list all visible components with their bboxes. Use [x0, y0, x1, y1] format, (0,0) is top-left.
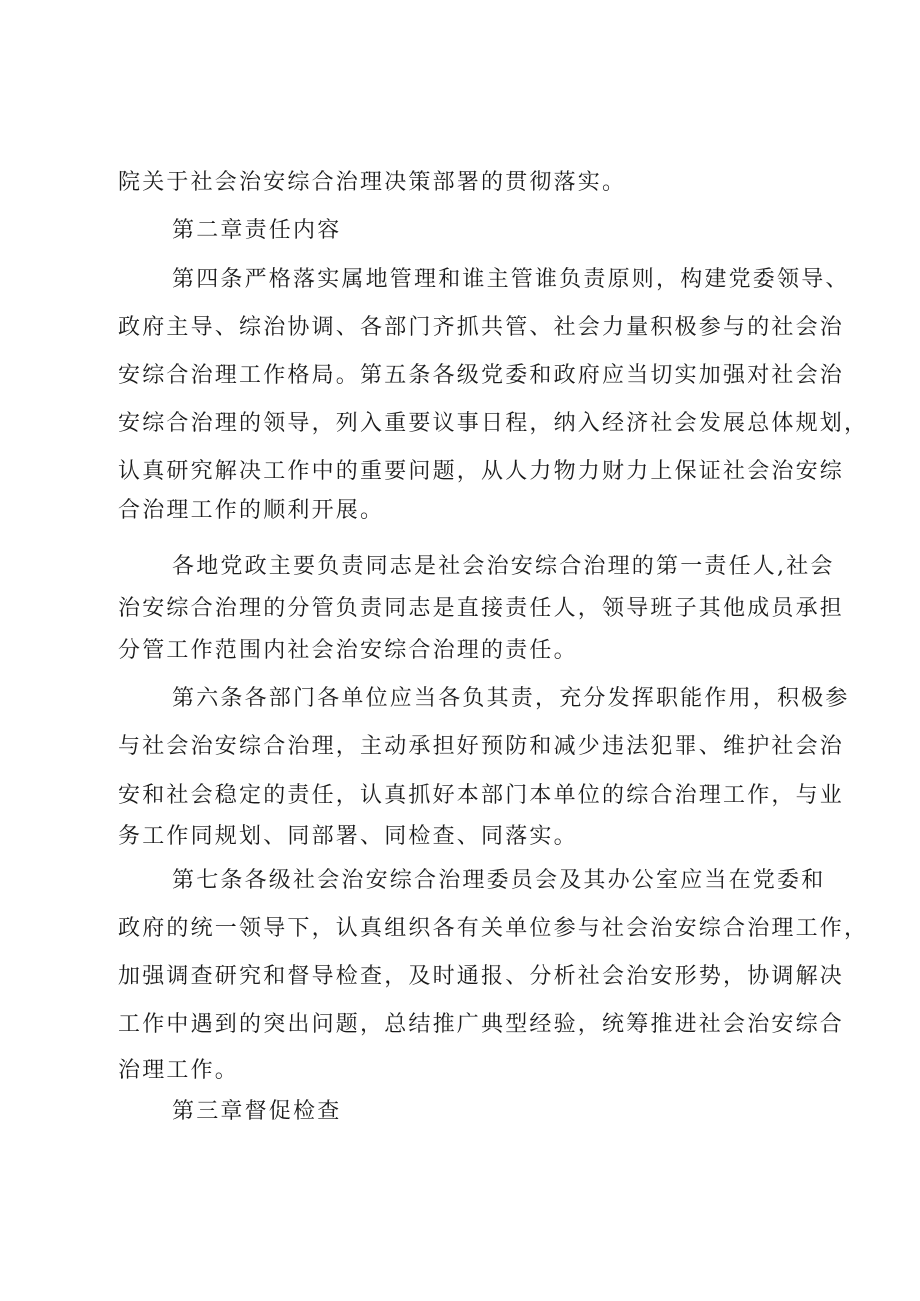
text-line: 加强调查研究和督导检查，及时通报、分析社会治安形势，协调解决 — [118, 964, 845, 989]
text-line: 第七条各级社会治安综合治理委员会及其办公室应当在党委和 — [172, 868, 826, 893]
text-line: 各地党政主要负责同志是社会治安综合治理的第一责任人,社会 — [172, 554, 835, 579]
text-line: 合治理工作的顺利开展。 — [118, 498, 385, 523]
text-line: 安综合治理工作格局。第五条各级党委和政府应当切实加强对社会治 — [118, 363, 845, 388]
text-line: 政府的统一领导下，认真组织各有关单位参与社会治安综合治理工作， — [118, 916, 869, 941]
text-line: 治理工作。 — [118, 1058, 240, 1083]
text-line: 第六条各部门各单位应当各负其责，充分发挥职能作用，积极参 — [172, 686, 850, 711]
text-line: 政府主导、综治协调、各部门齐抓共管、社会力量积极参与的社会治 — [118, 315, 845, 340]
text-line: 第四条严格落实属地管理和谁主管谁负责原则，构建党委领导、 — [172, 267, 850, 292]
text-line: 工作中遇到的突出问题，总结推广典型经验，统筹推进社会治安综合 — [118, 1012, 845, 1037]
text-line: 治安综合治理的分管负责同志是直接责任人，领导班子其他成员承担 — [118, 596, 845, 621]
text-line: 安和社会稳定的责任，认真抓好本部门本单位的综合治理工作，与业 — [118, 783, 845, 808]
text-line: 认真研究解决工作中的重要问题，从人力物力财力上保证社会治安综 — [118, 459, 845, 484]
text-line: 安综合治理的领导，列入重要议事日程，纳入经济社会发展总体规划， — [118, 411, 869, 436]
text-line: 务工作同规划、同部署、同检查、同落实。 — [118, 824, 578, 849]
chapter-heading: 第三章督促检查 — [172, 1099, 342, 1124]
chapter-heading: 第二章责任内容 — [172, 218, 342, 243]
text-line: 与社会治安综合治理，主动承担好预防和减少违法犯罪、维护社会治 — [118, 734, 845, 759]
text-line: 分管工作范围内社会治安综合治理的责任。 — [118, 638, 578, 663]
text-line: 院关于社会治安综合治理决策部署的贯彻落实。 — [118, 170, 627, 195]
